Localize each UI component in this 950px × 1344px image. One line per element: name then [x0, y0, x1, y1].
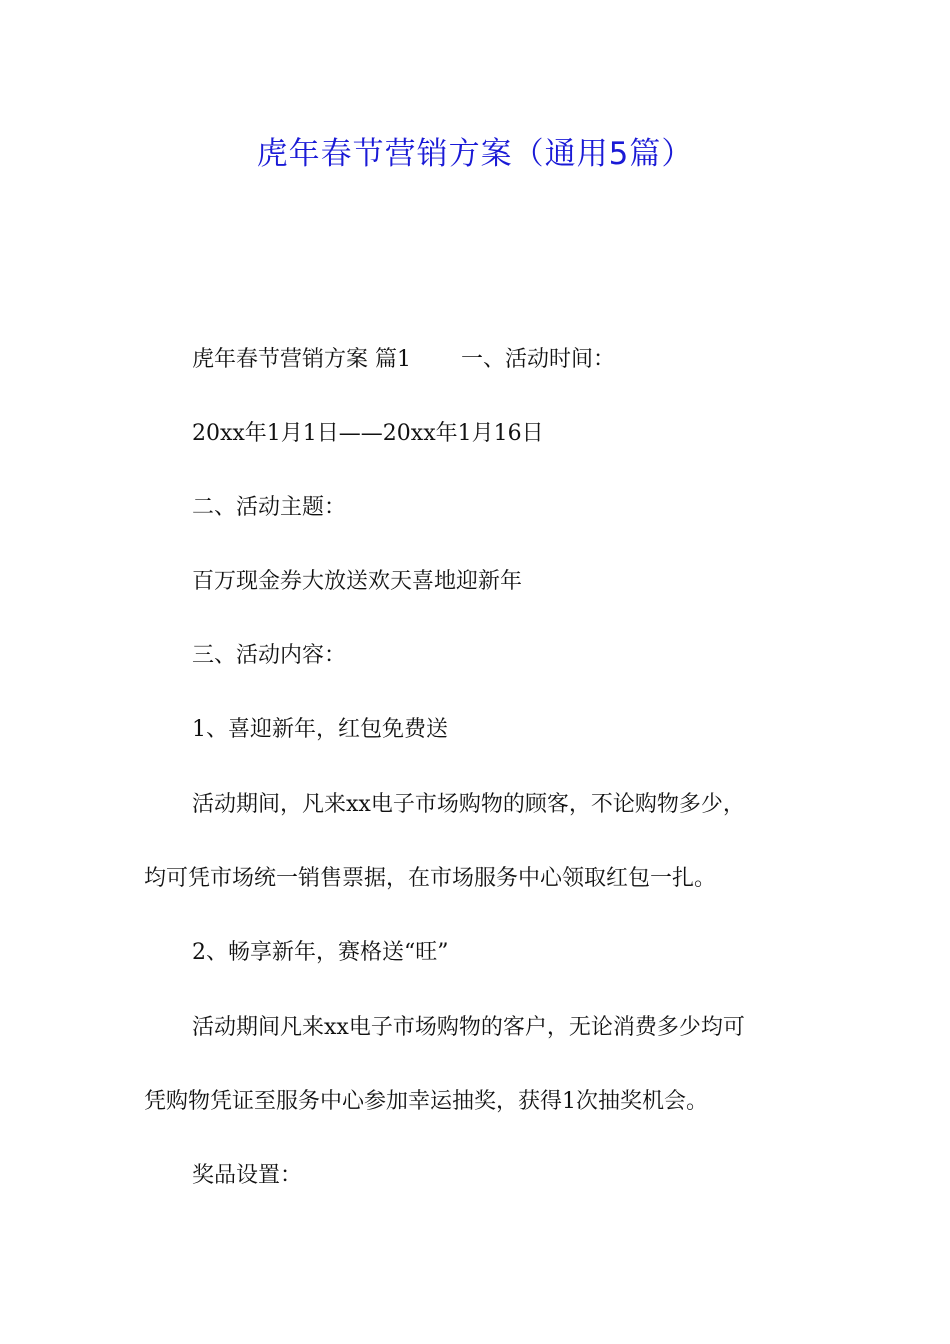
- paragraph-4: 百万现金券大放送欢天喜地迎新年: [192, 569, 523, 594]
- paragraph-2: 20xx年1月1日——20xx年1月16日: [192, 421, 544, 446]
- paragraph-7: 活动期间，凡来xx电子市场购物的顾客，不论购物多少，: [192, 792, 745, 817]
- paragraph-11: 凭购物凭证至服务中心参加幸运抽奖，获得1次抽奖机会。: [144, 1089, 708, 1114]
- paragraph-6: 1、喜迎新年，红包免费送: [192, 717, 448, 742]
- paragraph-12: 奖品设置：: [192, 1163, 303, 1188]
- paragraph-5: 三、活动内容：: [192, 643, 347, 668]
- paragraph-1: [192, 345, 615, 375]
- paragraph-9: 2、畅享新年，赛格送“旺”: [192, 940, 449, 965]
- paragraph-3: 二、活动主题：: [192, 495, 347, 520]
- paragraph-10: 活动期间凡来xx电子市场购物的客户，无论消费多少均可: [192, 1015, 745, 1040]
- paragraph-8: 均可凭市场统一销售票据，在市场服务中心领取红包一扎。: [144, 866, 717, 891]
- section-heading: 虎年春节营销方案 篇1: [192, 347, 411, 372]
- activity-time-heading: 一、活动时间：: [461, 347, 616, 372]
- document-title: 虎年春节营销方案（通用5篇）: [256, 136, 694, 172]
